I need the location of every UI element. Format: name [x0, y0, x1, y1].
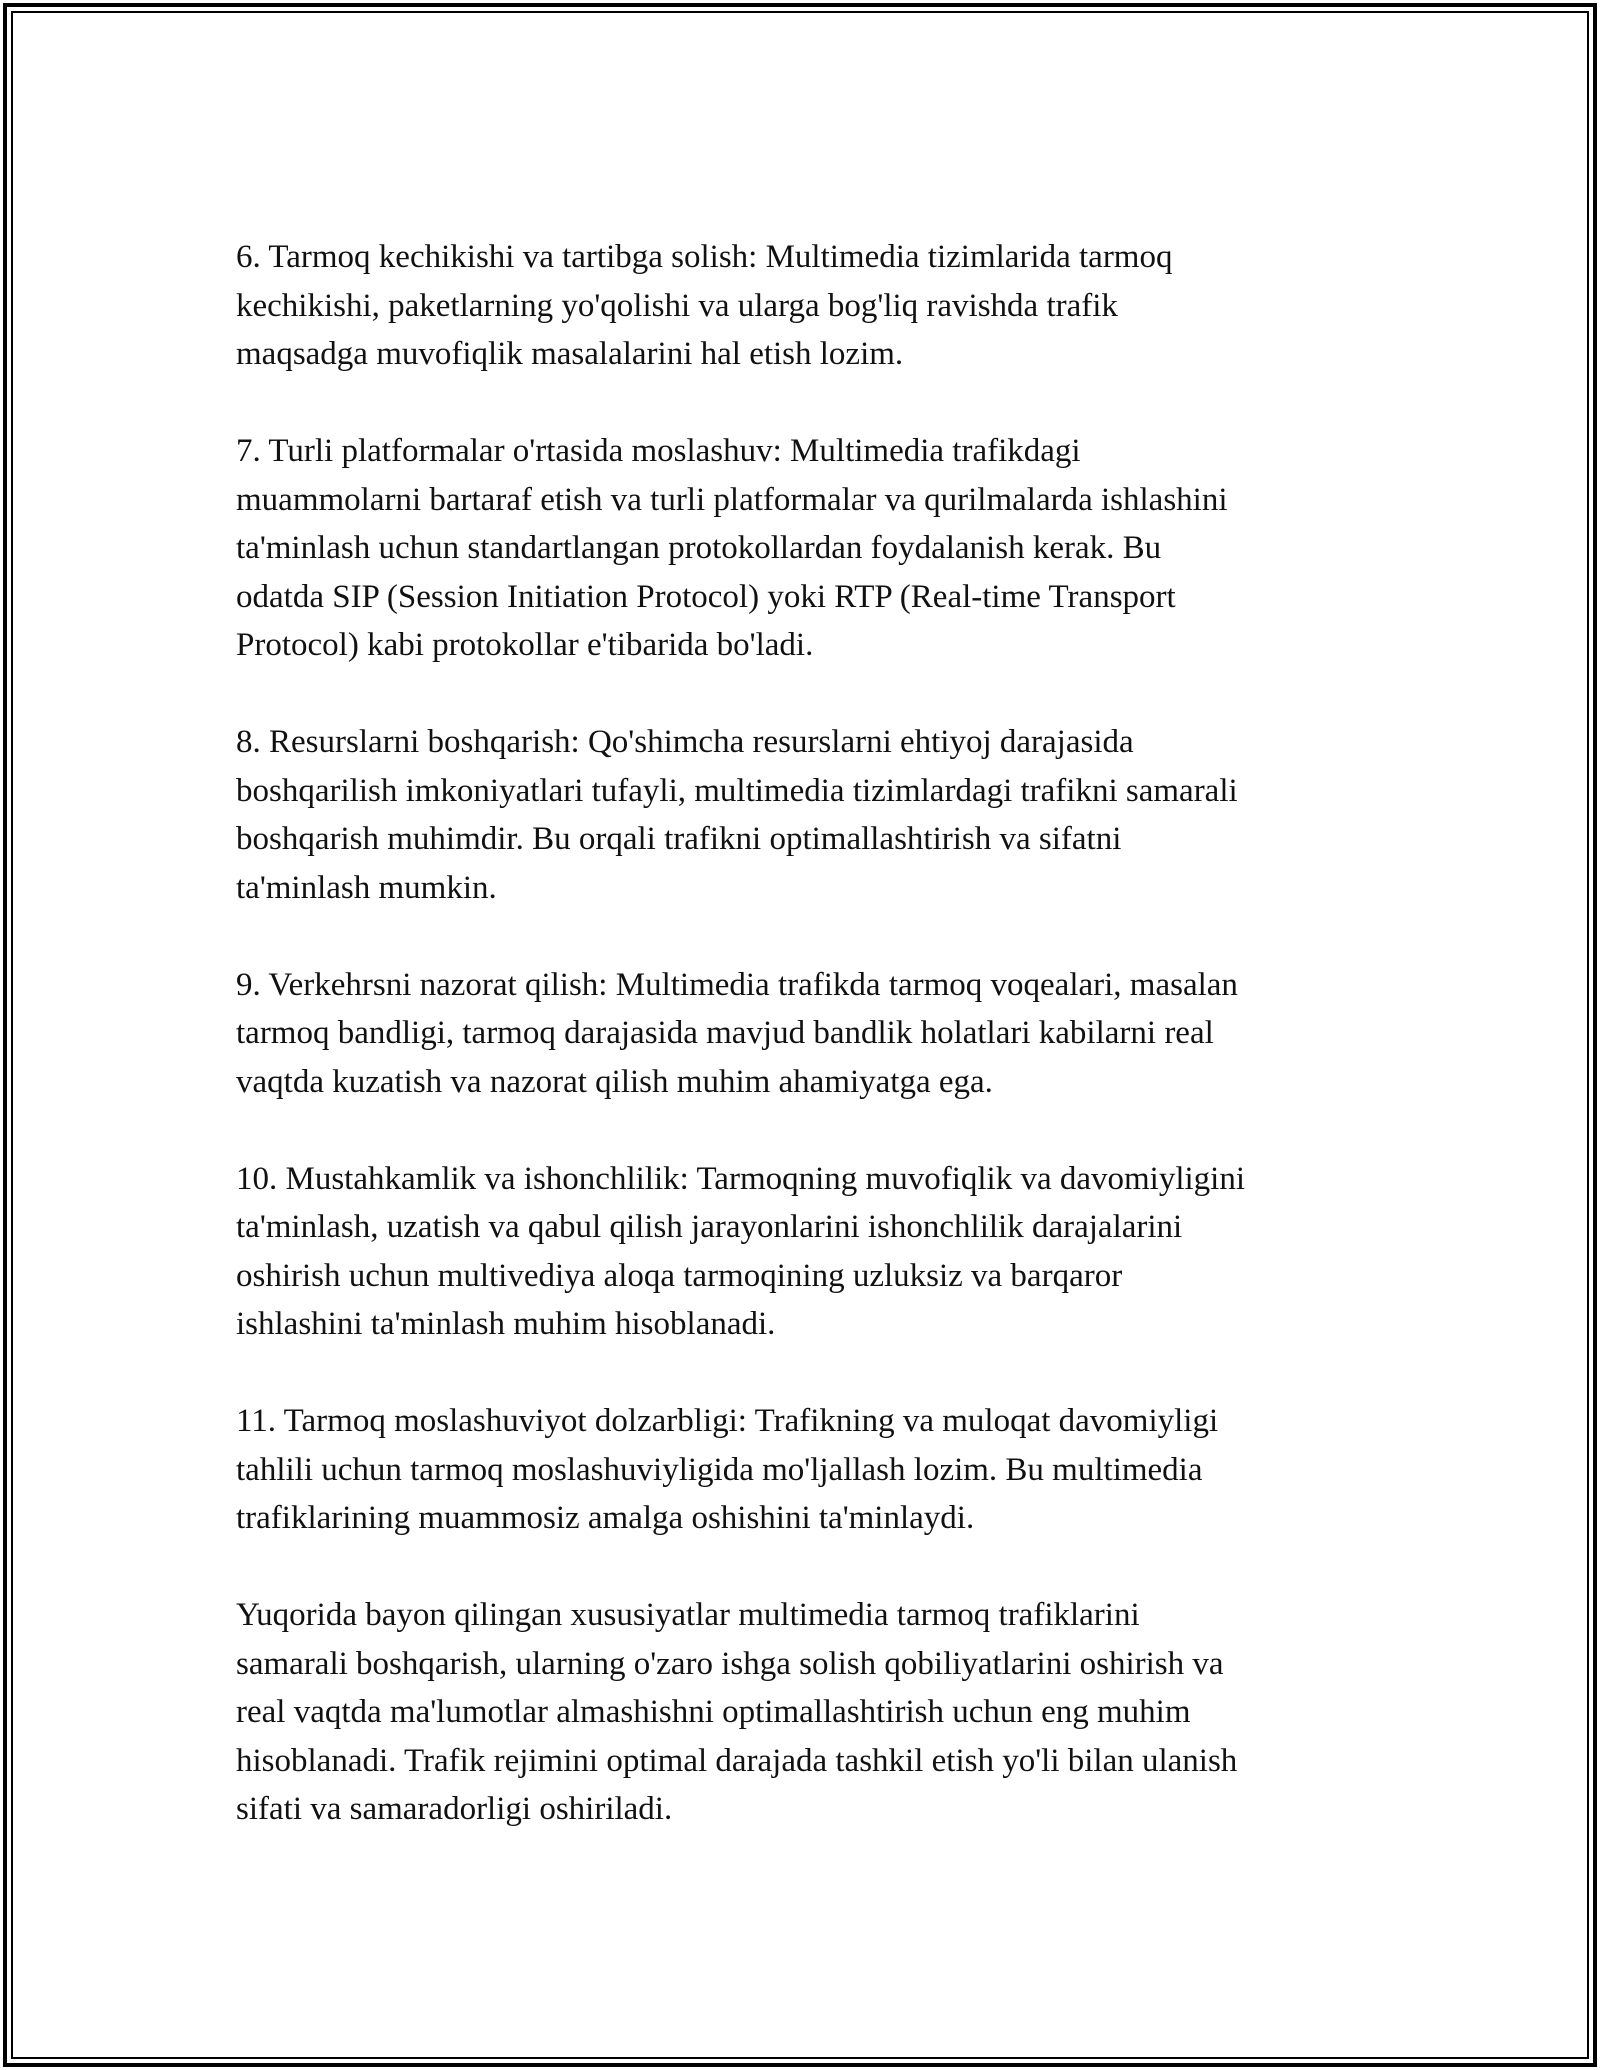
text-line: Yuqorida bayon qilingan xususiyatlar multimedia tarmoq trafiklarini	[236, 1597, 1140, 1633]
text-line: sifati va samaradorligi oshiriladi.	[236, 1791, 673, 1827]
text-line: tahlili uchun tarmoq moslashuviyligida mo'ljallash lozim. Bu multimedia	[236, 1451, 1203, 1488]
paragraph-item-10	[236, 1155, 1376, 1349]
paragraph-item-6	[236, 233, 1376, 379]
text-line: 10. Mustahkamlik va ishonchlilik: Tarmoqning muvofiqlik va davomiyligini	[236, 1160, 1245, 1197]
document-body	[236, 233, 1376, 1882]
text-line: trafiklarining muammosiz amalga oshishini ta'minlaydi.	[236, 1500, 975, 1536]
paragraph-item-8	[236, 718, 1376, 912]
text-line: odatda SIP (Session Initiation Protocol) yoki RTP (Real-time Transport	[236, 578, 1176, 615]
text-line: vaqtda kuzatish va nazorat qilish muhim ahamiyatga ega.	[236, 1063, 993, 1100]
paragraph-item-11	[236, 1397, 1376, 1543]
text-line: ta'minlash mumkin.	[236, 869, 497, 906]
text-line: 8. Resurslarni boshqarish: Qo'shimcha resurslarni ehtiyoj darajasida	[236, 724, 1134, 760]
paragraph-conclusion	[236, 1591, 1376, 1834]
text-line: ta'minlash uchun standartlangan protokollardan foydalanish kerak. Bu	[236, 530, 1162, 566]
text-line: samarali boshqarish, ularning o'zaro ishga solish qobiliyatlarini oshirish va	[236, 1645, 1224, 1682]
text-line: hisoblanadi. Trafik rejimini optimal darajada tashkil etish yo'li bilan ulanish	[236, 1742, 1238, 1779]
text-line: maqsadga muvofiqlik masalalarini hal etish lozim.	[236, 336, 904, 372]
text-line: 6. Tarmoq kechikishi va tartibga solish: Multimedia tizimlarida tarmoq	[236, 239, 1173, 275]
text-line: oshirish uchun multivediya aloqa tarmoqining uzluksiz va barqaror	[236, 1257, 1123, 1294]
text-line: real vaqtda ma'lumotlar almashishni optimallashtirish uchun eng muhim	[236, 1694, 1191, 1730]
text-line: boshqarilish imkoniyatlari tufayli, multimedia tizimlardagi trafikni samarali	[236, 772, 1238, 809]
text-line: boshqarish muhimdir. Bu orqali trafikni optimallashtirish va sifatni	[236, 821, 1122, 857]
text-line: muammolarni bartaraf etish va turli platformalar va qurilmalarda ishlashini	[236, 481, 1228, 518]
paragraph-item-9	[236, 961, 1376, 1107]
text-line: 7. Turli platformalar o'rtasida moslashuv: Multimedia trafikdagi	[236, 433, 1081, 469]
text-line: Protocol) kabi protokollar e'tibarida bo'ladi.	[236, 627, 814, 663]
text-line: ta'minlash, uzatish va qabul qilish jarayonlarini ishonchlilik darajalarini	[236, 1209, 1183, 1245]
text-line: kechikishi, paketlarning yo'qolishi va ularga bog'liq ravishda trafik	[236, 287, 1118, 324]
paragraph-item-7	[236, 427, 1376, 670]
text-line: ishlashini ta'minlash muhim hisoblanadi.	[236, 1306, 776, 1342]
text-line: 11. Tarmoq moslashuviyot dolzarbligi: Trafikning va muloqat davomiyligi	[236, 1403, 1219, 1439]
text-line: 9. Verkehrsni nazorat qilish: Multimedia trafikda tarmoq voqealari, masalan	[236, 966, 1238, 1003]
text-line: tarmoq bandligi, tarmoq darajasida mavjud bandlik holatlari kabilarni real	[236, 1015, 1214, 1051]
